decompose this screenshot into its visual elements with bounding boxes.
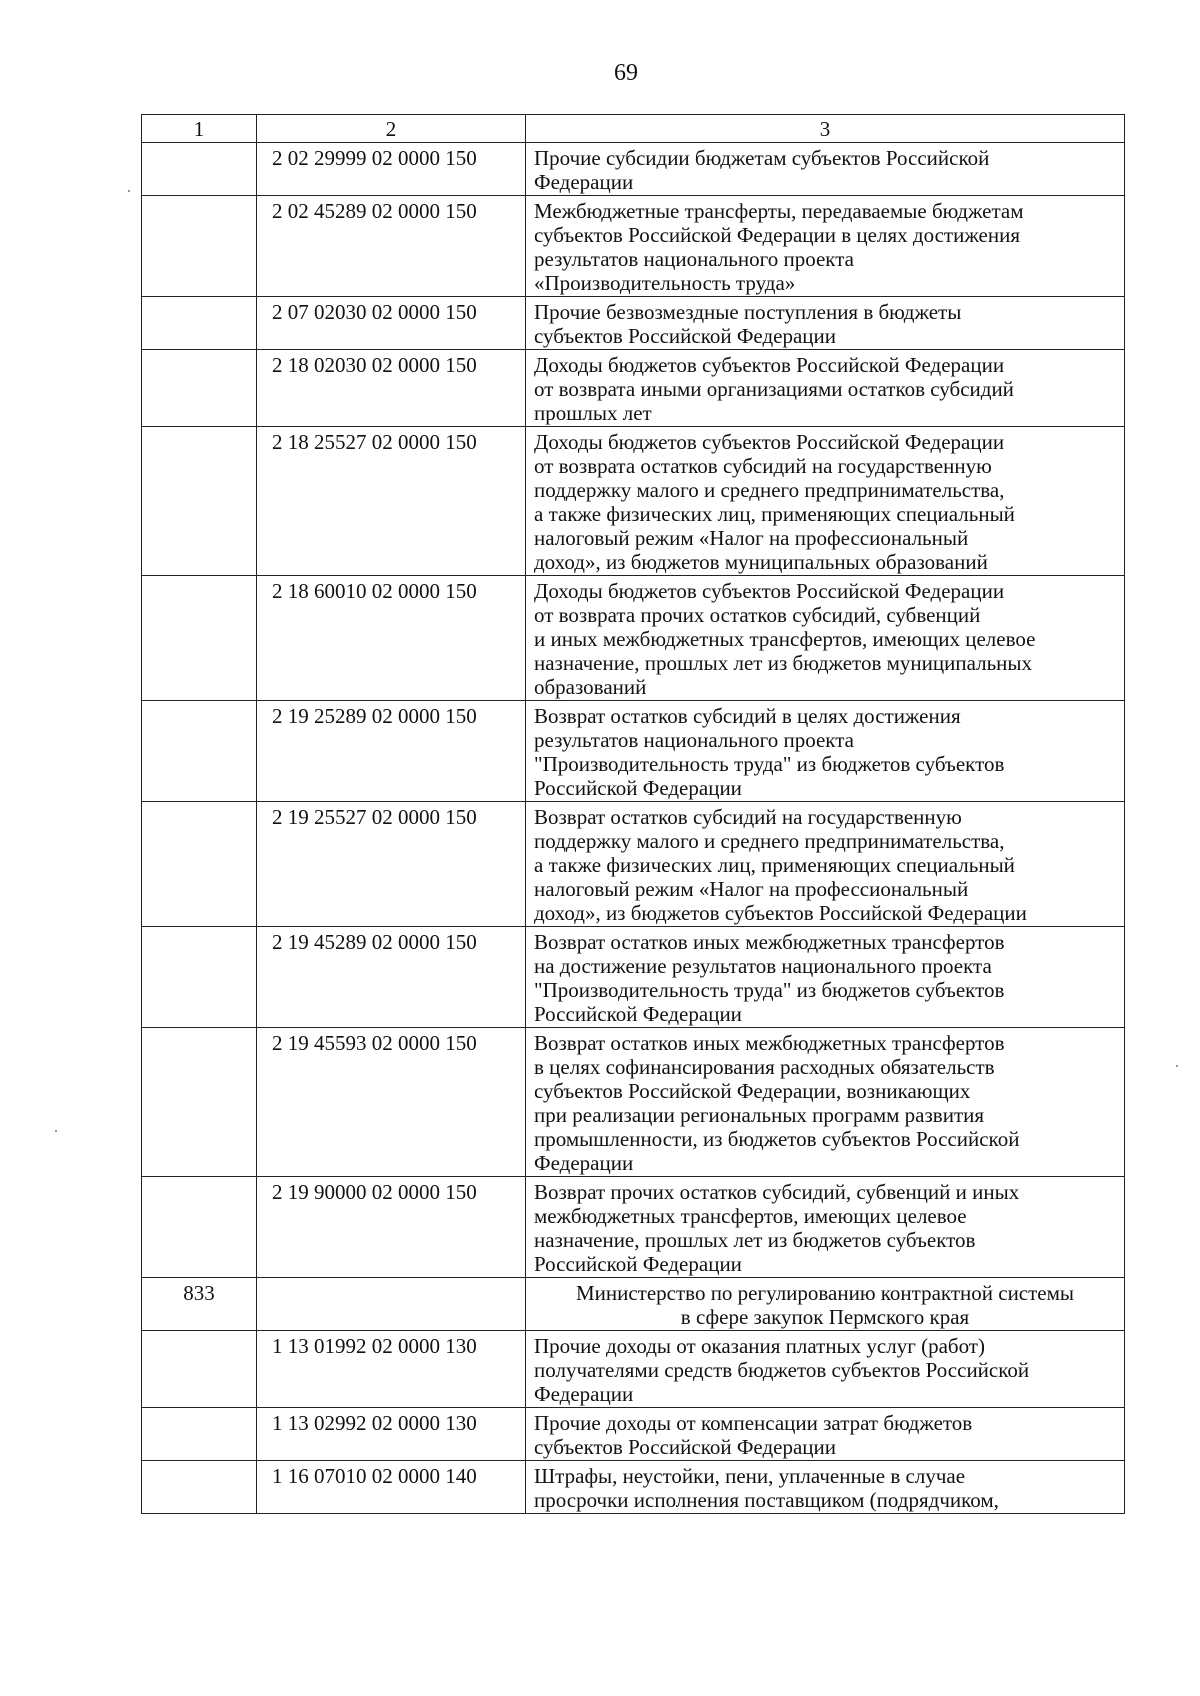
org-code-cell bbox=[142, 576, 257, 701]
scan-speck bbox=[55, 1130, 57, 1132]
description-cell: Возврат остатков иных межбюджетных трансфертов в целях софинансирования расходных обязательств субъектов Российской Федерации, возникающих при реализации региональных программ развития промышленности, из бюджетов субъектов Российской Федерации bbox=[526, 1028, 1125, 1177]
description-cell: Прочие доходы от компенсации затрат бюджетов субъектов Российской Федерации bbox=[526, 1408, 1125, 1461]
revenue-code-cell: 2 18 02030 02 0000 150 bbox=[257, 350, 526, 427]
table-row bbox=[142, 1028, 1125, 1177]
description-cell: Доходы бюджетов субъектов Российской Федерации от возврата остатков субсидий на государственную поддержку малого и среднего предпринимательства, а также физических лиц, применяющих специальный налоговый режим «Налог на профессиональный доход», из бюджетов муниципальных образований bbox=[526, 427, 1125, 576]
revenue-code-cell: 2 07 02030 02 0000 150 bbox=[257, 297, 526, 350]
revenue-code-cell: 2 18 25527 02 0000 150 bbox=[257, 427, 526, 576]
org-code-cell bbox=[142, 1028, 257, 1177]
page-number: 69 bbox=[614, 60, 638, 86]
revenue-code-cell: 2 02 45289 02 0000 150 bbox=[257, 196, 526, 297]
table-row bbox=[142, 427, 1125, 576]
table-row bbox=[142, 350, 1125, 427]
description-cell: Министерство по регулированию контрактной системы в сфере закупок Пермского края bbox=[526, 1278, 1125, 1331]
table-body bbox=[142, 143, 1125, 1514]
table-row bbox=[142, 143, 1125, 196]
revenue-code-cell: 2 19 90000 02 0000 150 bbox=[257, 1177, 526, 1278]
table-row bbox=[142, 576, 1125, 701]
org-code-cell bbox=[142, 701, 257, 802]
revenue-code-cell: 1 13 02992 02 0000 130 bbox=[257, 1408, 526, 1461]
description-cell: Штрафы, неустойки, пени, уплаченные в случае просрочки исполнения поставщиком (подрядчиком, bbox=[526, 1461, 1125, 1514]
revenue-code-cell: 2 19 25527 02 0000 150 bbox=[257, 802, 526, 927]
revenue-code-cell: 2 02 29999 02 0000 150 bbox=[257, 143, 526, 196]
org-code-cell bbox=[142, 143, 257, 196]
org-code-cell bbox=[142, 1177, 257, 1278]
org-code-cell bbox=[142, 1461, 257, 1514]
revenue-code-cell: 2 19 25289 02 0000 150 bbox=[257, 701, 526, 802]
revenue-code-cell: 1 13 01992 02 0000 130 bbox=[257, 1331, 526, 1408]
description-cell: Прочие субсидии бюджетам субъектов Российской Федерации bbox=[526, 143, 1125, 196]
table-row bbox=[142, 1461, 1125, 1514]
description-cell: Прочие доходы от оказания платных услуг (работ) получателями средств бюджетов субъектов Российской Федерации bbox=[526, 1331, 1125, 1408]
description-cell: Доходы бюджетов субъектов Российской Федерации от возврата прочих остатков субсидий, субвенций и иных межбюджетных трансфертов, имеющих целевое назначение, прошлых лет из бюджетов муниципальных образований bbox=[526, 576, 1125, 701]
org-code-cell bbox=[142, 427, 257, 576]
description-cell: Возврат остатков иных межбюджетных трансфертов на достижение результатов национального проекта "Производительность труда" из бюджетов субъектов Российской Федерации bbox=[526, 927, 1125, 1028]
org-code-cell bbox=[142, 1331, 257, 1408]
column-header-2: 2 bbox=[257, 115, 526, 143]
scan-speck bbox=[128, 190, 130, 192]
revenue-code-cell: 2 19 45593 02 0000 150 bbox=[257, 1028, 526, 1177]
table-row bbox=[142, 297, 1125, 350]
org-code-cell bbox=[142, 802, 257, 927]
table-row bbox=[142, 1331, 1125, 1408]
revenue-code-cell: 1 16 07010 02 0000 140 bbox=[257, 1461, 526, 1514]
table-row bbox=[142, 701, 1125, 802]
description-cell: Межбюджетные трансферты, передаваемые бюджетам субъектов Российской Федерации в целях достижения результатов национального проекта «Производительность труда» bbox=[526, 196, 1125, 297]
description-cell: Возврат остатков субсидий на государственную поддержку малого и среднего предпринимательства, а также физических лиц, применяющих специальный налоговый режим «Налог на профессиональный доход», из бюджетов субъектов Российской Федерации bbox=[526, 802, 1125, 927]
org-code-cell bbox=[142, 927, 257, 1028]
column-header-1: 1 bbox=[142, 115, 257, 143]
description-cell: Доходы бюджетов субъектов Российской Федерации от возврата иными организациями остатков субсидий прошлых лет bbox=[526, 350, 1125, 427]
column-header-3: 3 bbox=[526, 115, 1125, 143]
revenue-code-cell bbox=[257, 1278, 526, 1331]
table-row bbox=[142, 1177, 1125, 1278]
description-cell: Возврат остатков субсидий в целях достижения результатов национального проекта "Производительность труда" из бюджетов субъектов Российской Федерации bbox=[526, 701, 1125, 802]
org-code-cell bbox=[142, 1408, 257, 1461]
org-code-cell bbox=[142, 196, 257, 297]
revenue-code-cell: 2 19 45289 02 0000 150 bbox=[257, 927, 526, 1028]
org-code-cell: 833 bbox=[142, 1278, 257, 1331]
table-row bbox=[142, 802, 1125, 927]
revenue-codes-table bbox=[141, 114, 1125, 1514]
org-code-cell bbox=[142, 350, 257, 427]
table-row bbox=[142, 927, 1125, 1028]
table-row bbox=[142, 1408, 1125, 1461]
description-cell: Возврат прочих остатков субсидий, субвенций и иных межбюджетных трансфертов, имеющих целевое назначение, прошлых лет из бюджетов субъектов Российской Федерации bbox=[526, 1177, 1125, 1278]
scan-speck bbox=[1176, 1065, 1178, 1067]
revenue-code-cell: 2 18 60010 02 0000 150 bbox=[257, 576, 526, 701]
table-row bbox=[142, 1278, 1125, 1331]
org-code-cell bbox=[142, 297, 257, 350]
description-cell: Прочие безвозмездные поступления в бюджеты субъектов Российской Федерации bbox=[526, 297, 1125, 350]
table-row bbox=[142, 196, 1125, 297]
table-header-row bbox=[142, 115, 1125, 143]
